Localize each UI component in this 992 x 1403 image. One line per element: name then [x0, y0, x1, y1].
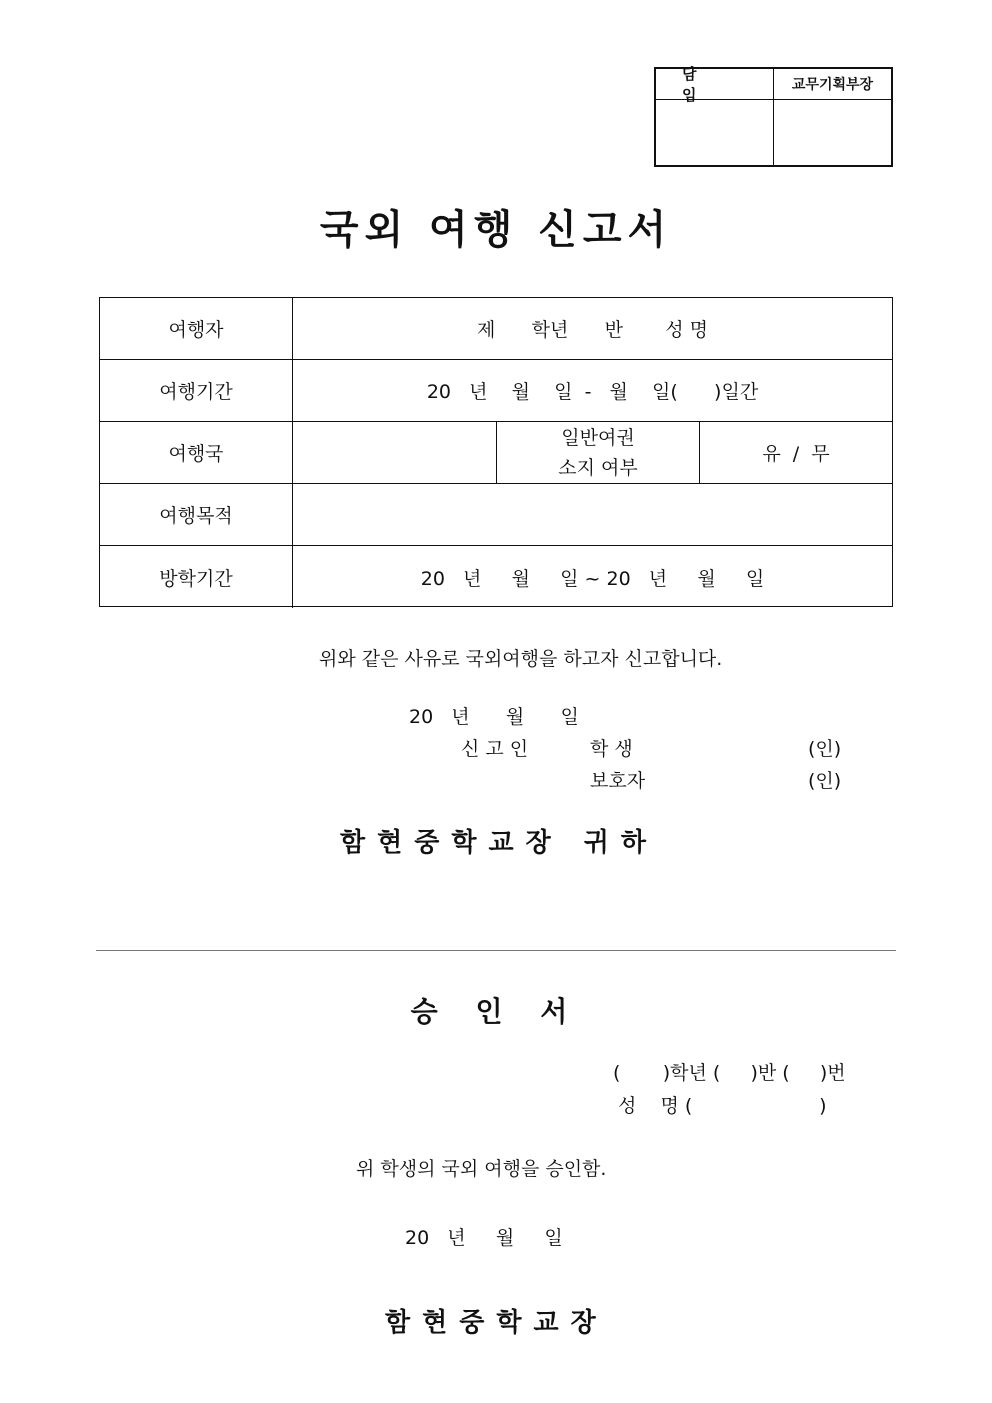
table-row-period [100, 360, 892, 422]
form-title: 국외 여행 신고서 [319, 207, 673, 253]
academic-planning-head-sign-cell[interactable] [774, 100, 891, 165]
principal-signature: 함현중학교장 [385, 1308, 608, 1338]
travel-report-table [99, 297, 893, 607]
guardian-label: 보호자 [590, 770, 646, 792]
addressee: 함현중학교장 귀하 [340, 828, 658, 858]
homeroom-teacher-sign-cell[interactable] [656, 100, 774, 165]
reporter-label: 신 고 인 [461, 738, 529, 760]
passport-label-line2: 소지 여부 [558, 456, 638, 479]
report-statement: 위와 같은 사유로 국외여행을 하고자 신고합니다. [319, 648, 723, 670]
student-seal[interactable]: (인) [808, 738, 842, 760]
report-date[interactable]: 20 년 월 일 [409, 706, 579, 728]
cut-line-divider [96, 950, 896, 951]
approval-title: 승 인 서 [410, 995, 582, 1028]
academic-planning-head-header: 교무기획부장 [774, 69, 891, 100]
purpose-field[interactable] [293, 484, 892, 545]
period-label: 여행기간 [100, 360, 293, 421]
approval-statement: 위 학생의 국외 여행을 승인함. [356, 1158, 607, 1180]
table-row-vacation [100, 546, 892, 608]
purpose-label: 여행목적 [100, 484, 293, 545]
passport-label [497, 422, 700, 483]
approval-box [654, 67, 893, 167]
traveler-field[interactable]: 제 학년 반 성 명 [477, 319, 708, 341]
country-field[interactable] [293, 422, 497, 483]
vacation-label: 방학기간 [100, 546, 293, 608]
student-label: 학 생 [590, 738, 633, 760]
homeroom-teacher-header: 담 임 [656, 69, 774, 100]
guardian-seal[interactable]: (인) [808, 770, 842, 792]
traveler-label: 여행자 [100, 298, 293, 359]
passport-field[interactable]: 유 / 무 [762, 443, 830, 465]
passport-label-line1: 일반여권 [561, 426, 635, 449]
table-row-country [100, 422, 892, 484]
approval-date[interactable]: 20 년 월 일 [405, 1227, 563, 1249]
vacation-field[interactable]: 20 년 월 일 ~ 20 년 월 일 [420, 567, 765, 590]
class-info-line[interactable]: ( )학년 ( )반 ( )번 [613, 1062, 846, 1084]
name-line[interactable]: 성 명 ( ) [618, 1095, 827, 1117]
table-row-purpose [100, 484, 892, 546]
table-row-traveler [100, 298, 892, 360]
country-label: 여행국 [100, 422, 293, 483]
period-field[interactable]: 20 년 월 일 - 월 일( )일간 [426, 381, 759, 403]
